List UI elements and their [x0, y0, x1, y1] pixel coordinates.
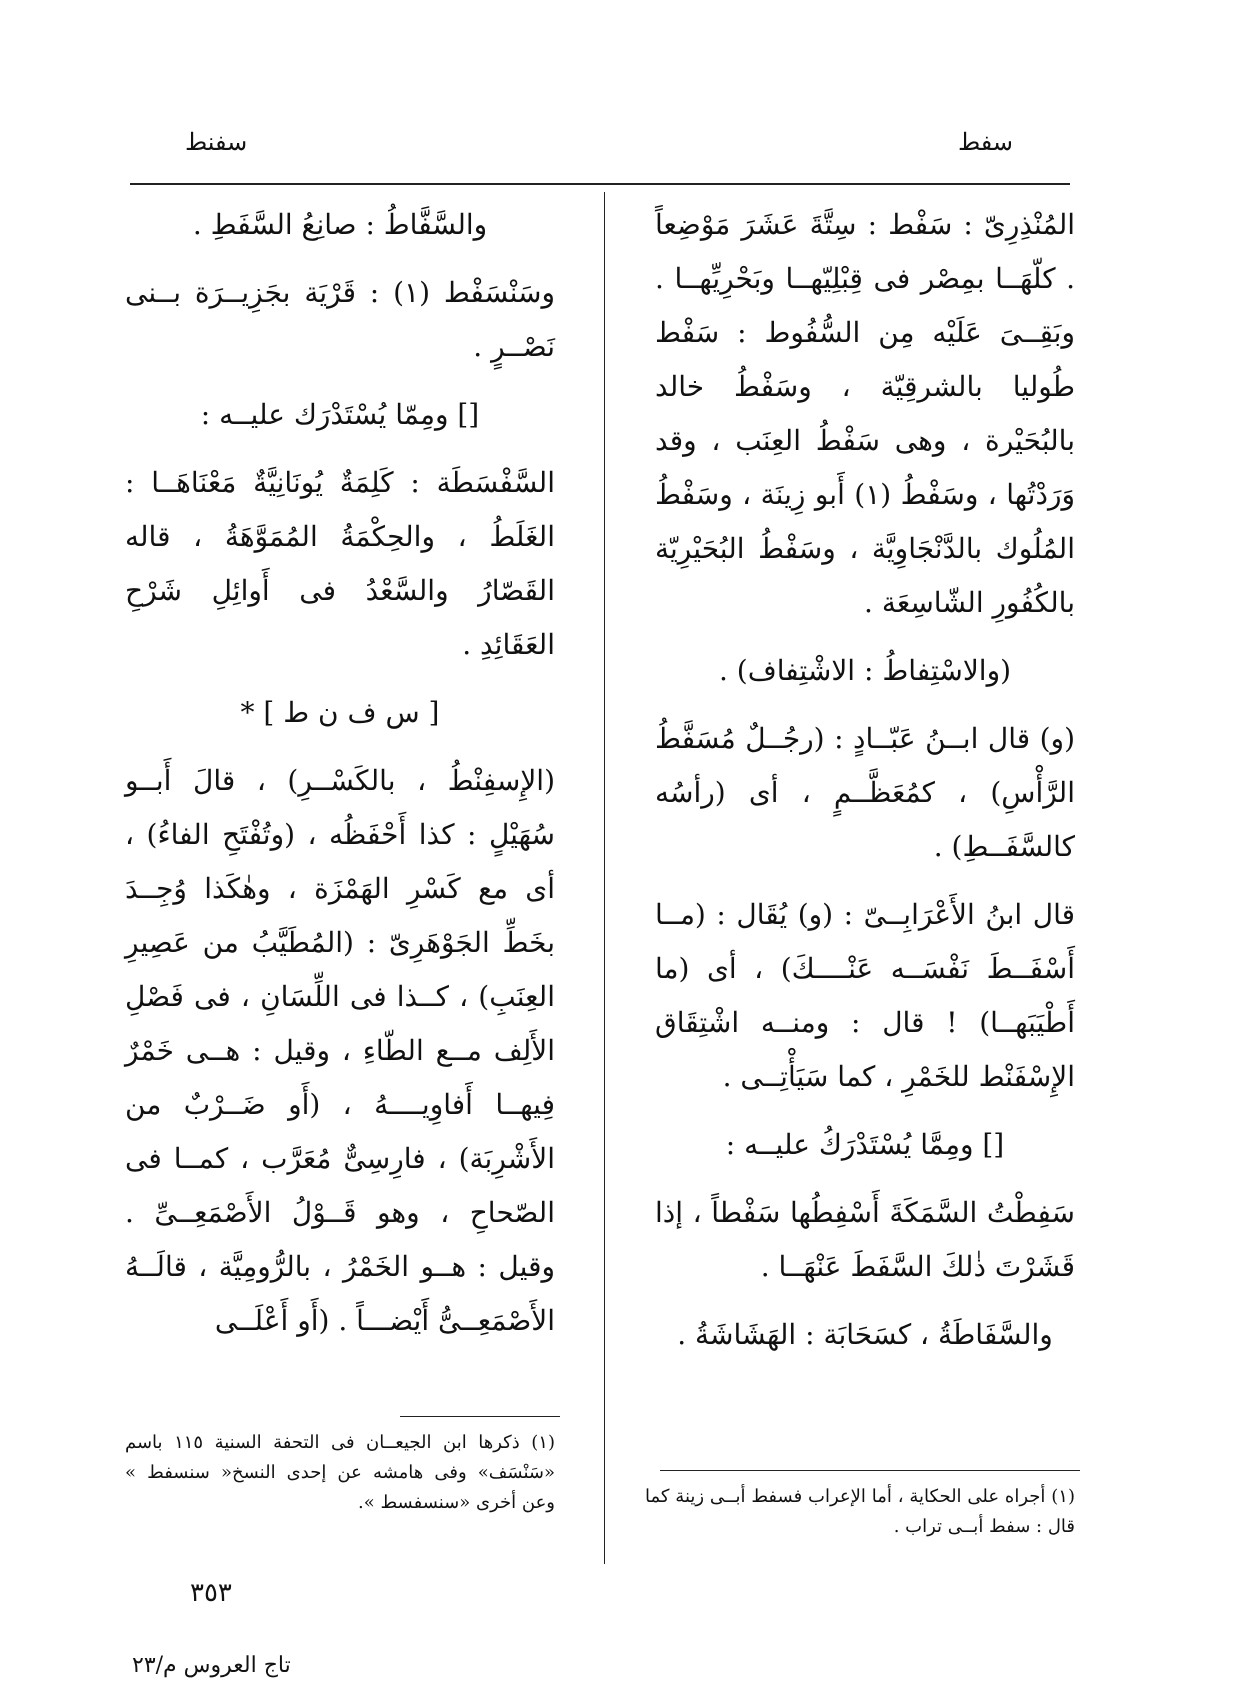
entry-paragraph: وسَنْسَفْط (١) : قَرْيَة بجَزِيــرَة بــنى نَصْــرٍ .: [125, 276, 556, 363]
entry-paragraph: سَفِطْتُ السَّمَكَةَ أَسْفِطُها سَفْطاً ، إذا قَشَرْتَ ذٰلكَ السَّفَطَ عَنْهَــا .: [655, 1196, 1075, 1283]
entry-paragraph: قال ابنُ الأَعْرَابِــىّ : (و) يُقَال : (مــا أَسْفَــطَ نَفْسَــه عَنْــــكَ) ، أى (ما أَطْيَبَهــا) ! قال : ومنــه اشْتِقَاق الإِسْفَنْط للخَمْرِ ، كما سَيَأْتِــى .: [655, 898, 1075, 1093]
supplement-heading: [] ومِمَّا يُسْتَدْرَكُ عليــه :: [725, 1128, 1005, 1161]
header-rule: [130, 183, 1070, 185]
root-heading: [ س ف ن ط ] *: [240, 696, 440, 729]
right-column: [655, 198, 1075, 1376]
entry-paragraph: والسَّفَاطَةُ ، كسَحَابَة : الهَشَاشَةُ .: [677, 1318, 1053, 1351]
entry-paragraph: (والاسْتِفاطُ : الاشْتِفاف) .: [718, 654, 1012, 687]
entry-paragraph: (الإِسفِنْطُ ، بالكَسْــرِ) ، قالَ أَبــو سُهَيْلٍ : كذا أَحْفَظُه ، (وتُفْتَحِ الفاءُ) ، أى مع كَسْرِ الهَمْزَة ، وهٰكَذا وُجِــدَ بخَطِّ الجَوْهَرِىّ : (المُطَيَّبُ من عَصِيرِ العِنَبِ) ، كــذا فى اللِّسَانِ ، فى فَصْلِ الأَلِف مــع الطّاءِ ، وقيل : هــى خَمْرٌ فِيهــا أَفاوِيــــهُ ، (أَو ضَــرْبٌ من الأَشْرِبَة) ، فارِسِىٌّ مُعَرَّب ، كمــا فى الصّحاحِ ، وهو قَــوْلُ الأَصْمَعِــىِّ . وقيل : هــو الخَمْرُ ، بالرُّومِيَّة ، قالَــهُ الأَصْمَعِــىُّ أَيْضـــاً . (أَو أَعْلَــى: [125, 764, 555, 1337]
footnote-rule-right: [660, 1470, 1080, 1471]
book-signature: تاج العروس م/٢٣: [132, 1653, 291, 1678]
running-header-left: سفنط: [185, 128, 248, 156]
entry-paragraph: (و) قال ابــنُ عَبّــادٍ : (رجُــلٌ مُسَفَّطُ الرَّأْسِ) ، كمُعَظَّــمٍ ، أى (رأسُه كالسَّفَــطِ) .: [655, 722, 1075, 863]
entry-paragraph: السَّفْسَطَة : كَلِمَةٌ يُونَانِيَّةٌ مَعْنَاهَــا : الغَلَطُ ، والحِكْمَةُ المُمَوَّهَةُ ، قاله القَصّارُ والسَّعْدُ فى أَوائِلِ شَرْحِ العَقَائِدِ .: [125, 466, 555, 661]
footnote-rule-left: [400, 1416, 560, 1417]
page-number: ٣٥٣: [190, 1578, 232, 1608]
footnote-left: (١) ذكرها ابن الجيعــان فى التحفة السنية ١١٥ باسم «سَنْسَف» وفى هامشه عن إحدى النسخ« سنسفط » وعن أخرى «سنسفسط ».: [125, 1432, 555, 1513]
entry-paragraph: المُنْذِرِىّ : سَفْط : سِتَّةَ عَشَرَ مَوْضِعاً . كلّهَــا بمِصْر فى قِبْلِيّهــا وبَحْرِيِّهــا . وبَقِــىَ عَلَيْه مِن السُّفُوط : سَفْط طُوليا بالشرقِيّة ، وسَفْطُ خالد بالبُحَيْرة ، وهى سَفْطُ العِنَب ، وقد وَرَدْتُها ، وسَفْطُ (١) أَبو زِينَة ، وسَفْطُ المُلُوك بالدَّنْجَاوِيَّة ، وسَفْطُ البُحَيْرِيّة بالكُفُورِ الشّاسِعَة .: [655, 208, 1075, 619]
supplement-heading: [] ومِمّا يُسْتَدْرَك عليــه :: [200, 398, 480, 431]
running-header-right: سفط: [957, 128, 1013, 156]
column-divider: [604, 192, 605, 1564]
footnote-right: (١) أجراه على الحكاية ، أما الإعراب فسفط أبــى زينة كما قال : سفط أبــى تراب .: [645, 1486, 1075, 1537]
entry-paragraph: والسَّفَّاطُ : صانِعُ السَّفَطِ .: [192, 208, 488, 241]
left-column: [125, 198, 555, 1362]
